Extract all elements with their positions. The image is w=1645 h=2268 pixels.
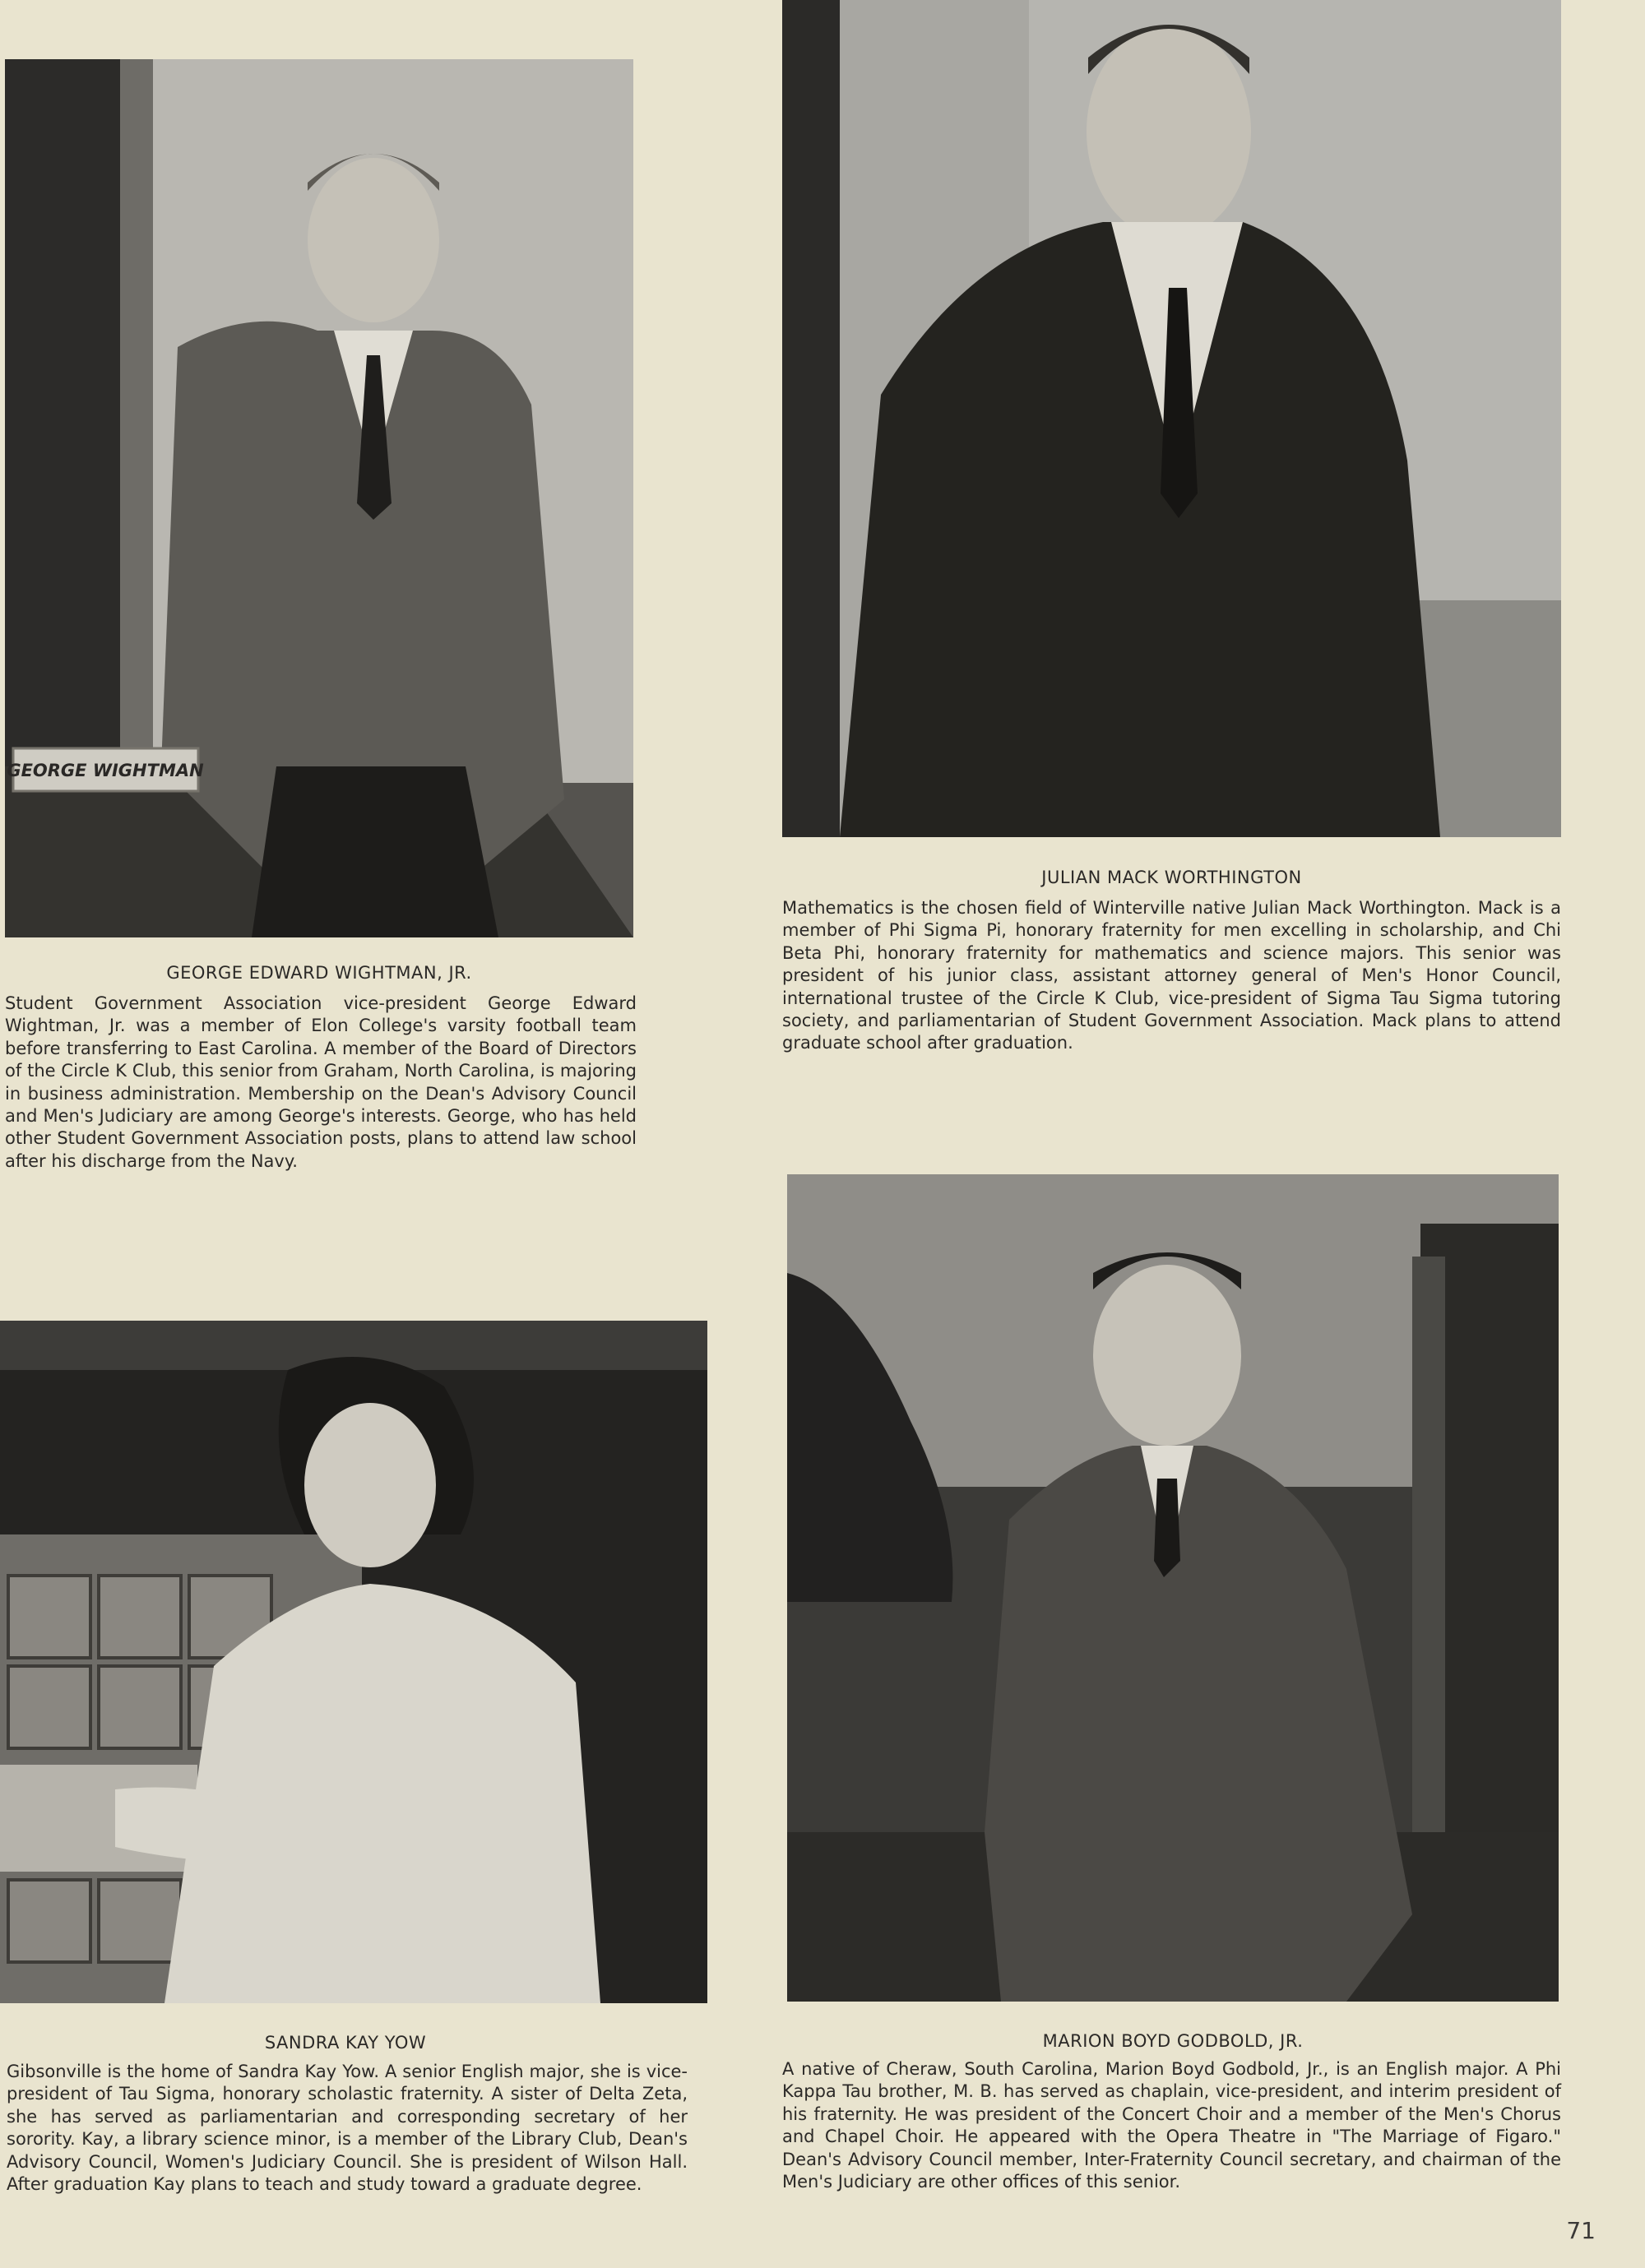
name-heading-godbold: MARION BOYD GODBOLD, JR. [1042,2031,1304,2051]
portrait-photo-worthington [782,0,1561,837]
nameplate [7,748,204,791]
portrait-photo-wightman [5,59,633,937]
bio-yow: Gibsonville is the home of Sandra Kay Yow. A senior English major, she is vice-president of Tau Sigma, honorary scholastic fraternity. A sister of Delta Zeta, she has served as parliamentarian and corresponding secretary of her sorority. Kay, a library science minor, is a member of the Library Club, Dean's Advisory Council, Women's Judiciary Council. She is president of Wilson Hall. After graduation Kay plans to teach and study toward a graduate degree. [7,2062,688,2195]
name-heading-wightman: GEORGE EDWARD WIGHTMAN, JR. [166,963,472,983]
portrait-photo-godbold [787,1174,1559,2002]
bio-godbold: A native of Cheraw, South Carolina, Marion Boyd Godbold, Jr., is an English major. A Phi Kappa Tau brother, M. B. has served as chaplain, vice-president, and interim president of his fraternity. He was president of the Concert Choir and a member of the Men's Chorus and Chapel Choir. He appeared with the Opera Theatre in "The Marriage of Figaro." Dean's Advisory Council member, Inter-Fraternity Council secretary, and chairman of the Men's Judiciary are other offices of this senior. [782,2059,1561,2192]
name-heading-yow: SANDRA KAY YOW [264,2033,427,2053]
page-number: 71 [1566,2217,1596,2244]
portrait-photo-yow [0,1321,707,2003]
name-heading-worthington: JULIAN MACK WORTHINGTON [1041,868,1302,887]
svg-text:GEORGE WIGHTMAN: GEORGE WIGHTMAN [7,761,204,780]
bio-wightman: Student Government Association vice-president George Edward Wightman, Jr. was a member of Elon College's varsity football team before transferring to East Carolina. A member of the Board of Directors of the Circle K Club, this senior from Graham, North Carolina, is majoring in business administration. Membership on the Dean's Advisory Council and Men's Judiciary are among George's interests. George, who has held other Student Government Association posts, plans to attend law school after his discharge from the Navy. [5,993,637,1171]
bio-worthington: Mathematics is the chosen field of Winterville native Julian Mack Worthington. Mack is a member of Phi Sigma Pi, honorary fraternity for men excelling in scholarship, and Chi Beta Phi, honorary fraternity for mathematics and science majors. This senior was president of his junior class, assistant attorney general of Men's Honor Council, international trustee of the Circle K Club, vice-president of Sigma Tau Sigma tutoring society, and parliamentarian of Student Government Association. Mack plans to attend graduate school after graduation. [782,898,1561,1053]
